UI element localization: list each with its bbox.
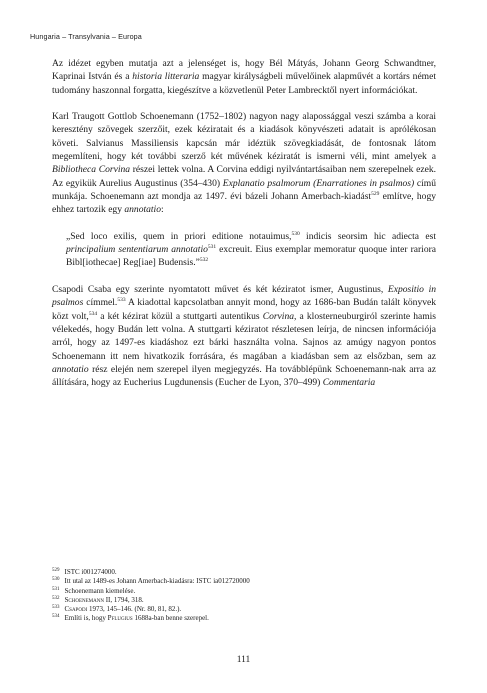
footnote: [52, 587, 436, 596]
text-run: excreuit. Eius exemplar memoratur quoque inter rariora Bibl[iothecae] Reg[iae] Budensis.”: [66, 244, 437, 269]
footnote-ref[interactable]: 530: [291, 230, 300, 237]
text-run: részei lettek volna. A Corvina eddigi nyilvántartásaiban nem szerepelnek ezek. Az egyikük Aurelius Augustinus (354–430): [52, 164, 436, 189]
footnote: [52, 577, 436, 586]
footnote-number: 529: [52, 568, 60, 573]
text-run: Csapodi Csaba egy szerinte nyomtatott művet és két kéziratot ismer, Augustinus,: [52, 284, 388, 296]
footnote-number: 534: [52, 614, 60, 620]
text-run: a két kézirat közül a stuttgarti autentikus: [97, 310, 263, 322]
footnotes: [52, 568, 436, 624]
text-run: A kiadottal kapcsolatban annyit mond, hogy az 1686-ban Budán talált könyvek közt volt,: [52, 297, 436, 322]
footnote-ref[interactable]: 531: [207, 244, 217, 251]
italic-term: annotatio: [124, 204, 161, 216]
italic-title: Bibliotheca Corvina: [52, 164, 131, 176]
italic-term: principalium sententiarum annotatio: [66, 244, 208, 256]
footnote-number: 530: [52, 577, 60, 583]
footnote-author: Pflugius: [107, 614, 133, 623]
text-run: Karl Traugott Gottlob Schoenemann (1752–1802) nagyon nagy alapossággal veszi számba a korai keresztény szövegek szerzőit, ezek kéziratait és a kiadások könyvészeti adatait is aprólékosan követi. Salvianus Massiliensis kapcsán már idéztük szövegkiadását, de fontosnak látom megemlíteni, hogy két további szerző két művének kéziratát is ismerni véli, mint amelyek a: [52, 111, 436, 163]
italic-title: Commentaria: [322, 377, 376, 389]
text-run: :: [160, 204, 164, 216]
footnote-number: 533: [52, 605, 60, 611]
main-text: [52, 57, 436, 403]
footnote-text: 1688a-ban benne szerepel.: [132, 614, 209, 623]
italic-term: Corvina: [262, 310, 294, 322]
paragraph-2: [52, 110, 436, 216]
text-run: , a klosterneuburgiról szerinte hamis vélekedés, hogy Budán lett volna. A stuttgarti kéziratot részletesen leírja, de nincsen információja arról, hogy az 1497-es kiadáshoz ezt bárki használta volna. Sajnos az amúgy nagyon pontos Schoenemann itt nem hivatkozik forrására, és magában a kiadásban sem az elsőzban, sem az: [52, 310, 437, 362]
footnote: [52, 568, 436, 577]
footnote-ref[interactable]: 529: [371, 190, 380, 197]
italic-title: Explanatio psalmorum (Enarrationes in psalmos): [222, 177, 415, 189]
footnote-author: Csapodi: [64, 605, 88, 614]
footnote-author: Schoenemann: [64, 595, 104, 604]
paragraph-3: [52, 283, 436, 389]
footnote-number: 532: [52, 595, 60, 601]
footnote-text: ISTC i001274000.: [64, 568, 117, 576]
text-run: Az idézet egyben mutatja azt a jelenséget is, hogy Bél Mátyás, Johann Georg Schwandtner, Kaprinai István és a: [52, 58, 436, 83]
footnote-text: Említi is, hogy: [64, 614, 108, 623]
footnote-number: 531: [52, 586, 60, 592]
footnote-ref[interactable]: 534: [88, 310, 98, 317]
footnote: [52, 614, 436, 623]
italic-title: Expositio in psalmos: [52, 284, 436, 309]
text-run: című munkája. Schoenemann azt mondja az 1497. évi bázeli Johann Amerbach-kiadást: [52, 177, 437, 202]
footnote-text: Itt utal az 1489-es Johann Amerbach-kiadásra: ISTC ia012720000: [64, 577, 250, 586]
footnote-text: Schoenemann kiemelése.: [64, 586, 136, 595]
text-run: rész elején nem szerepel ilyen megjegyzés. Ha továbblépünk Schoenemann-nak arra az állítására, hogy az Eucherius Lugdunensis (Eucher de Lyon, 370–499): [52, 363, 436, 389]
footnote-ref[interactable]: 533: [117, 297, 126, 304]
text-run: magyar királyságbeli művelőinek alapművét a kortárs német tudomány haszonnal forgatta, kiegészítve a közvetlenül Peter Lambrecktől nyert információkat.: [52, 71, 436, 96]
block-quote: [52, 230, 436, 270]
footnote: [52, 596, 436, 605]
footnote-text: 1973, 145–146. (Nr. 80, 81, 82.).: [87, 605, 182, 614]
paragraph-1: [52, 57, 436, 97]
italic-term: annotatio: [52, 363, 89, 375]
footnote: [52, 605, 436, 614]
italic-term: historia litteraria: [132, 71, 200, 83]
page-number: 111: [236, 655, 251, 665]
text-run: „Sed loco exilis, quem in priori editione notauimus,: [66, 230, 292, 242]
running-head: Hungaria – Transylvania – Europa: [30, 32, 142, 41]
text-run: említve, hogy ehhez tartozik egy: [52, 190, 436, 216]
text-run: címmel.: [83, 297, 118, 309]
footnote-ref[interactable]: 532: [199, 257, 209, 264]
footnote-text: II, 1794, 318.: [103, 595, 144, 604]
text-run: indicis seorsim hic adiecta est: [299, 230, 436, 242]
